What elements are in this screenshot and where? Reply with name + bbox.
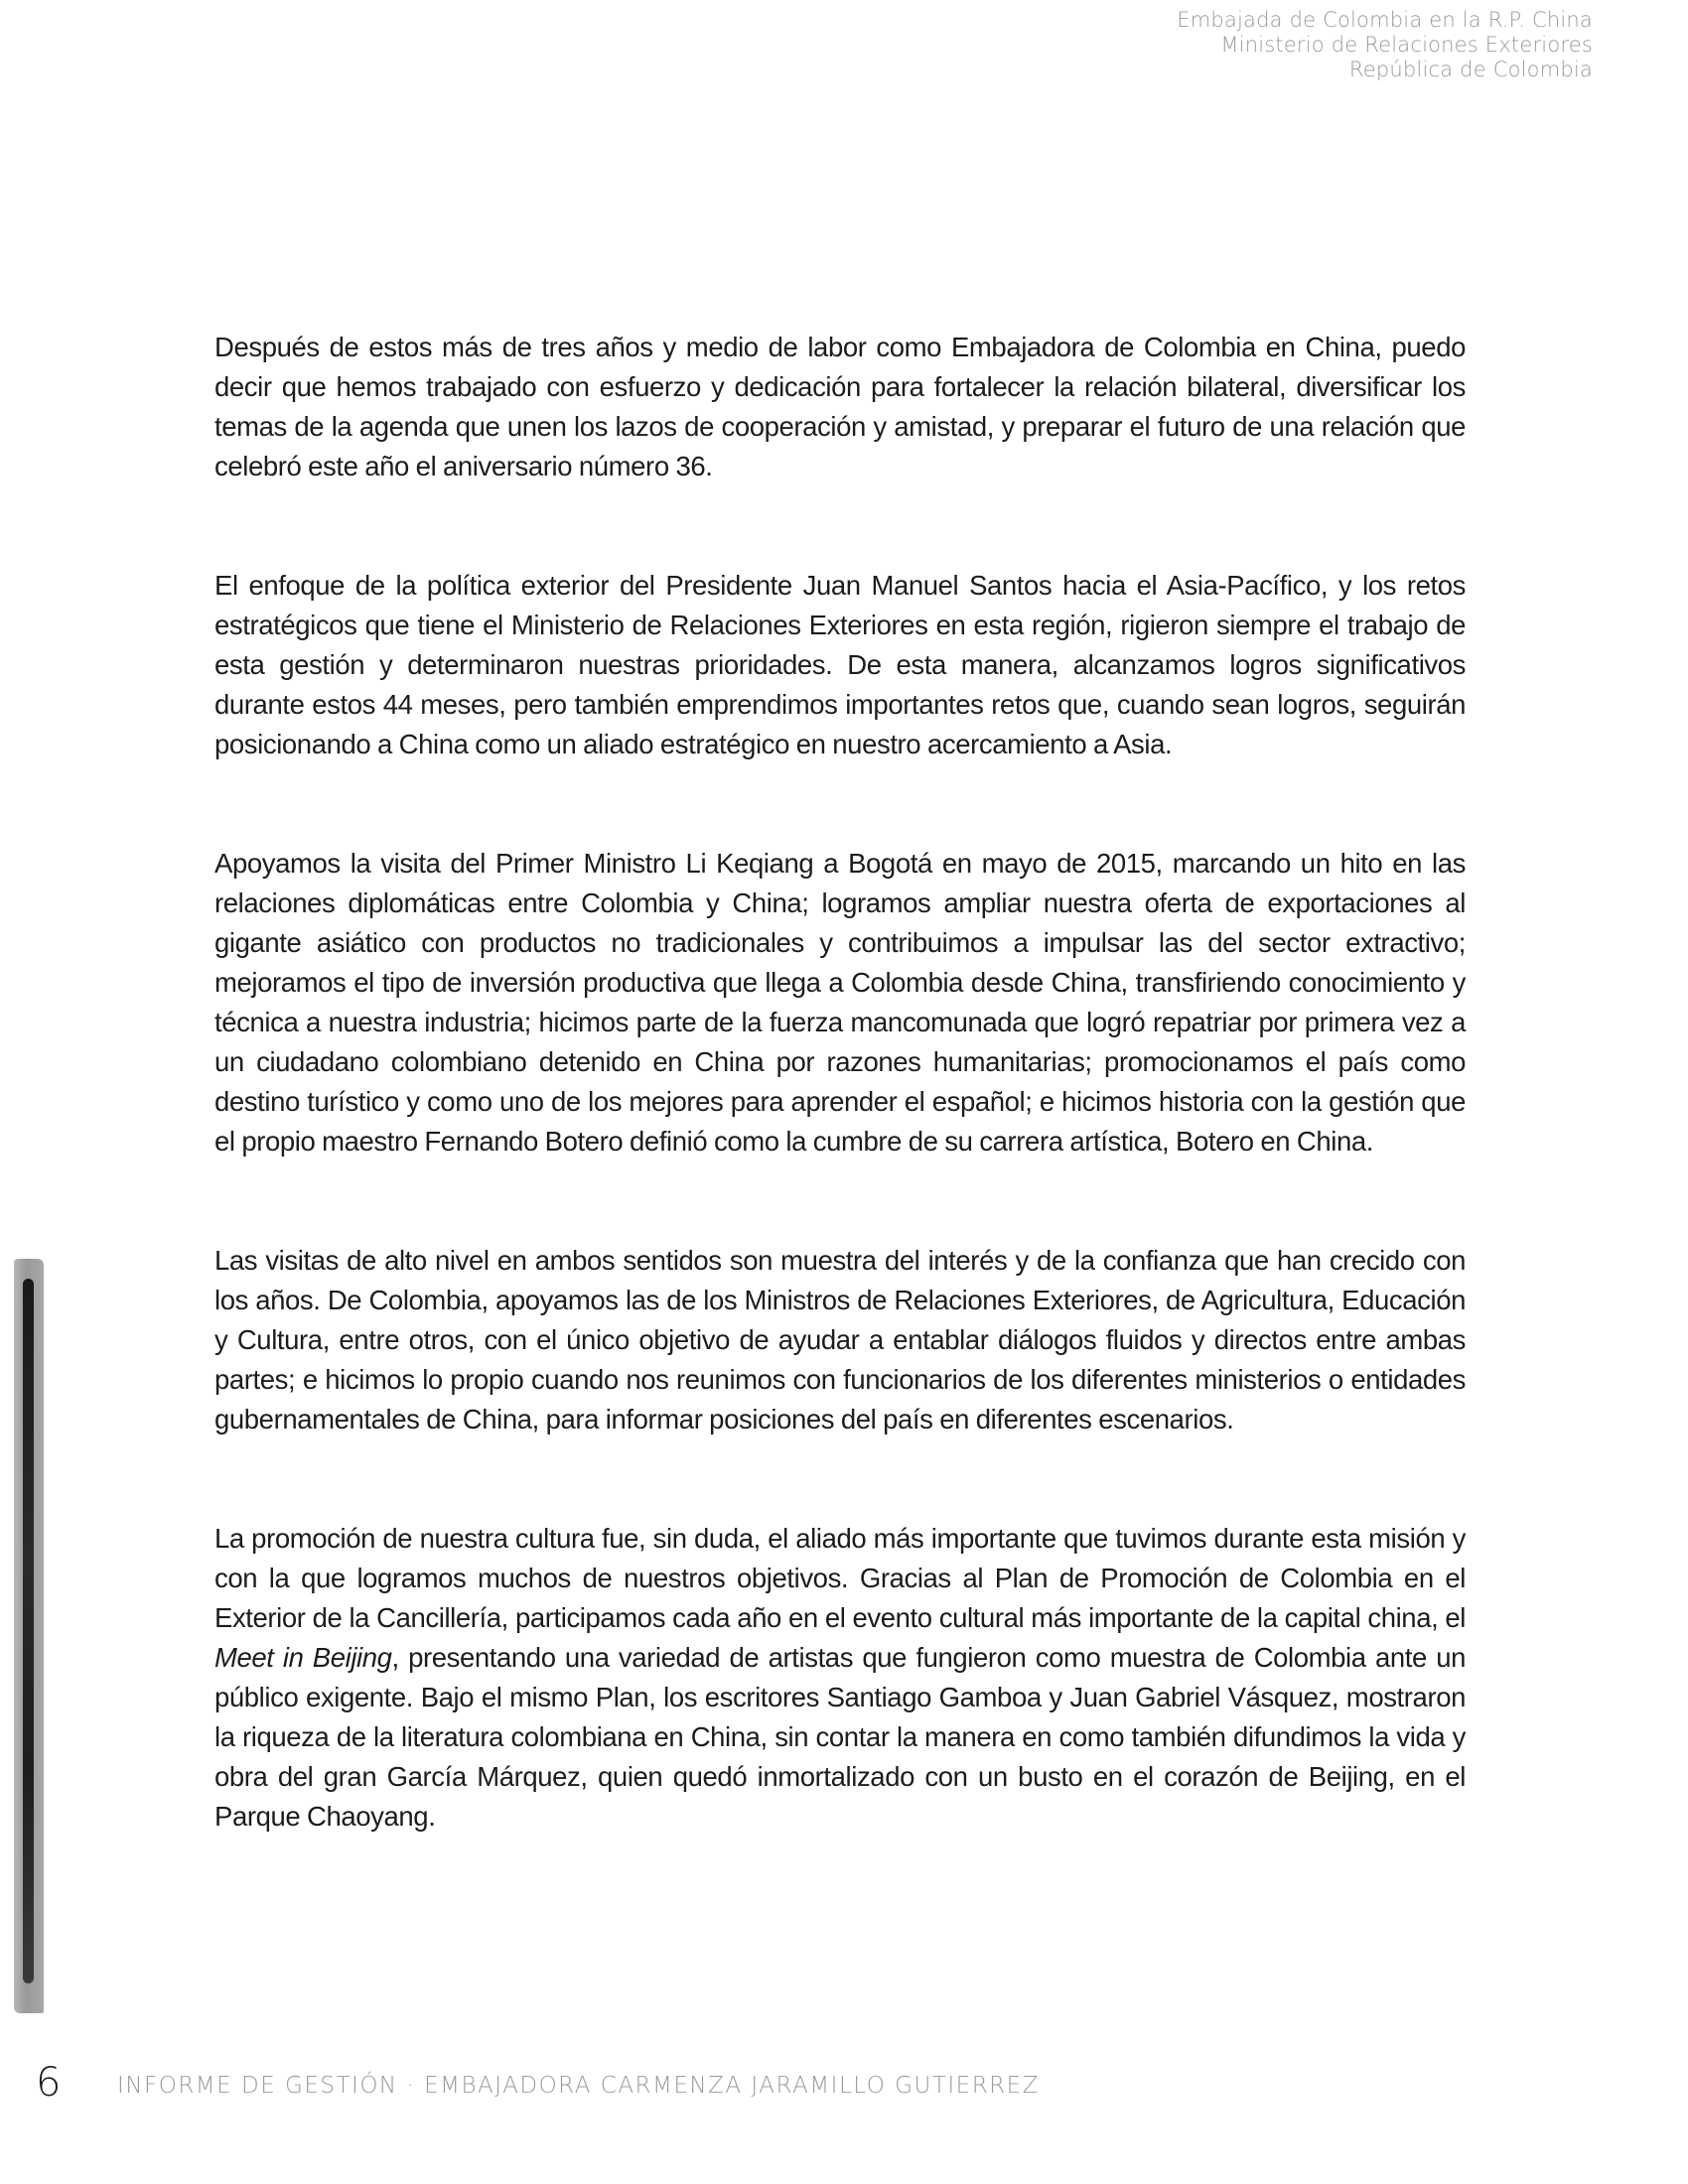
header-ministry: Ministerio de Relaciones Exteriores <box>1220 33 1593 57</box>
footer-title: INFORME DE GESTIÓN · EMBAJADORA CARMENZA JARAMILLO GUTIERREZ <box>117 2073 1040 2099</box>
paragraph-4: Las visitas de alto nivel en ambos sentidos son muestra del interés y de la confianza que han crecido con los años. De Colombia, apoyamos las de los Ministros de Relaciones Exteriores, de Agricultura, Educación y Cultura, entre otros, con el único objetivo de ayudar a entablar diálogos fluidos y directos entre ambas partes; e hicimos lo propio cuando nos reunimos con funcionarios de los diferentes ministerios o entidades gubernamentales de China, para informar posiciones del país en diferentes escenarios. <box>214 1245 1466 1434</box>
event-name-italic: Meet in Beijing <box>214 1642 392 1673</box>
body-text <box>214 328 1466 1837</box>
decorative-brush-stroke <box>23 1279 34 1983</box>
paragraph-5-part-1: La promoción de nuestra cultura fue, sin duda, el aliado más importante que tuvimos durante esta misión y con la que logramos muchos de nuestros objetivos. Gracias al Plan de Promoción de Colombia en el Exterior de la Cancillería, participamos cada año en el evento cultural más importante de la capital china, el <box>214 1523 1466 1633</box>
header-country: República de Colombia <box>1348 58 1593 81</box>
paragraph-5-part-2: , presentando una variedad de artistas que fungieron como muestra de Colombia ante un público exigente. Bajo el mismo Plan, los escritores Santiago Gamboa y Juan Gabriel Vásquez, mostraron la riqueza de la literatura colombiana en China, sin contar la manera en como también difundimos la vida y obra del gran García Márquez, quien quedó inmortalizado con un busto en el corazón de Beijing, en el Parque Chaoyang. <box>214 1642 1466 1832</box>
header-embassy: Embajada de Colombia en la R.P. China <box>1177 8 1593 32</box>
paragraph-2: El enfoque de la política exterior del Presidente Juan Manuel Santos hacia el Asia-Pacífico, y los retos estratégicos que tiene el Ministerio de Relaciones Exteriores en esta región, rigieron siempre el trabajo de esta gestión y determinaron nuestras prioridades. De esta manera, alcanzamos logros significativos durante estos 44 meses, pero también emprendimos importantes retos que, cuando sean logros, seguirán posicionando a China como un aliado estratégico en nuestro acercamiento a Asia. <box>214 570 1466 759</box>
paragraph-5 <box>214 1519 1466 1837</box>
paragraph-3: Apoyamos la visita del Primer Ministro Li Keqiang a Bogotá en mayo de 2015, marcando un hito en las relaciones diplomáticas entre Colombia y China; logramos ampliar nuestra oferta de exportaciones al gigante asiático con productos no tradicionales y contribuimos a impulsar las del sector extractivo; mejoramos el tipo de inversión productiva que llega a Colombia desde China, transfiriendo conocimiento y técnica a nuestra industria; hicimos parte de la fuerza mancomunada que logró repatriar por primera vez a un ciudadano colombiano detenido en China por razones humanitarias; promocionamos el país como destino turístico y como uno de los mejores para aprender el español; e hicimos historia con la gestión que el propio maestro Fernando Botero definió como la cumbre de su carrera artística, Botero en China. <box>214 848 1466 1157</box>
page-header <box>1177 8 1593 82</box>
page-number: 6 <box>36 2060 62 2106</box>
paragraph-1: Después de estos más de tres años y medio de labor como Embajadora de Colombia en China, puedo decir que hemos trabajado con esfuerzo y dedicación para fortalecer la relación bilateral, diversificar los temas de la agenda que unen los lazos de cooperación y amistad, y preparar el futuro de una relación que celebró este año el aniversario número 36. <box>214 332 1466 481</box>
decorative-brush-bar <box>14 1259 44 2013</box>
